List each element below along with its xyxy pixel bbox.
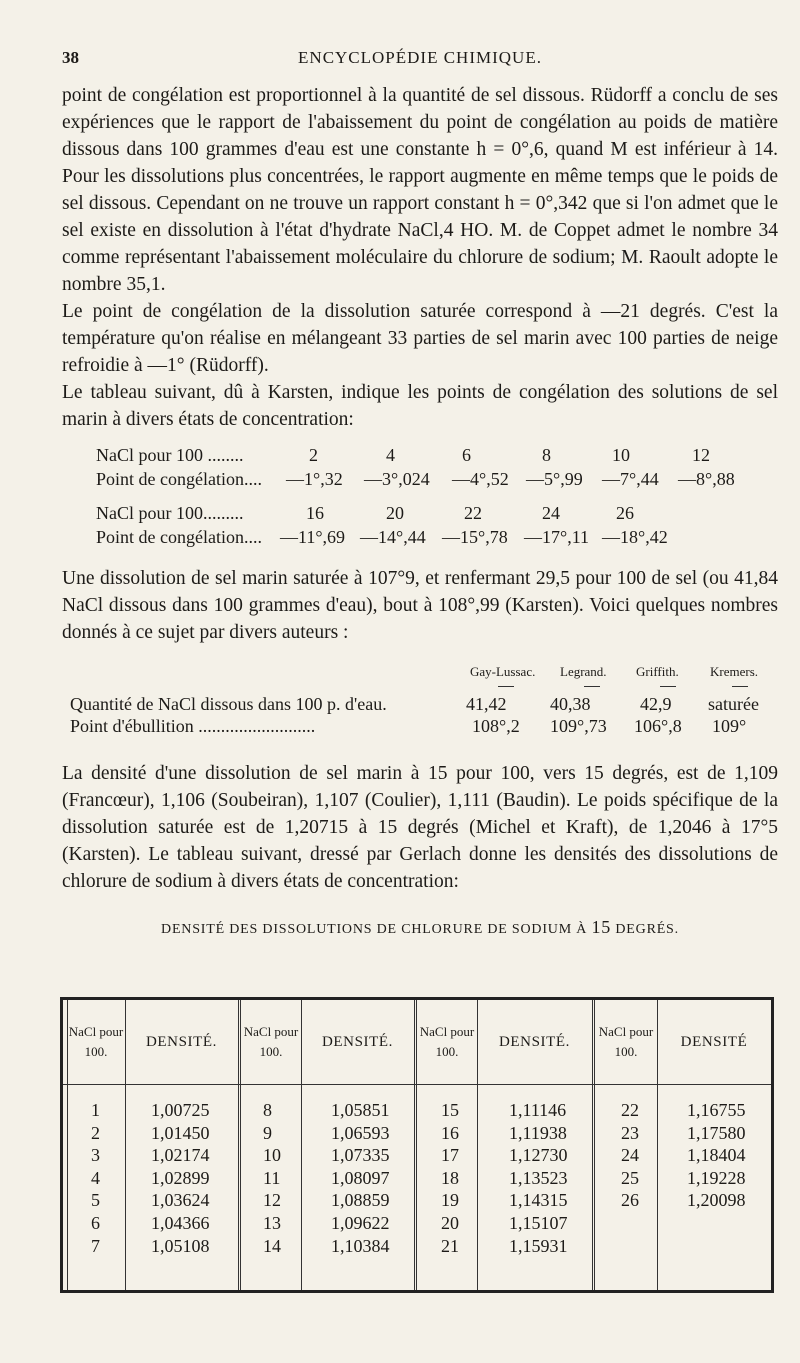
table-cell: 1,06593	[331, 1122, 390, 1143]
nacl-column	[263, 1099, 281, 1257]
column-header-density: DENSITÉ	[680, 1034, 748, 1050]
table-cell: 1,08097	[331, 1167, 390, 1188]
table-cell: 22	[464, 503, 482, 523]
boiling-point-table	[62, 656, 778, 738]
table-cell: 10	[263, 1145, 281, 1166]
table-cell: 6	[462, 445, 471, 465]
table-cell: 6	[91, 1212, 100, 1233]
table-cell: 9	[263, 1122, 272, 1143]
table-cell: 20	[386, 503, 404, 523]
table-cell: —15°,78	[442, 527, 508, 547]
page-header	[62, 48, 778, 82]
row-label: Point d'ébullition ..........................	[70, 716, 316, 736]
table-caption	[62, 917, 778, 938]
table-cell: 8	[263, 1100, 272, 1120]
column-header-density: DENSITÉ.	[145, 1034, 218, 1050]
table-row	[96, 501, 778, 525]
table-cell: saturée	[708, 694, 759, 714]
table-cell: 1,08859	[331, 1190, 390, 1211]
column-header-nacl: NaCl pour 100.	[419, 1024, 475, 1059]
table-cell: —1°,32	[286, 469, 343, 489]
table-cell: 26	[616, 503, 634, 523]
table-cell: 1,01450	[151, 1122, 210, 1143]
caption-text: DEGRÉS.	[615, 922, 679, 937]
table-cell: 1,15931	[509, 1235, 568, 1256]
table-cell: 2	[309, 445, 318, 465]
freezing-point-table	[62, 443, 778, 549]
column-header: Kremers.	[710, 664, 759, 679]
table-cell: 4	[91, 1167, 100, 1188]
table-cell: 14	[263, 1235, 281, 1256]
table-cell: —11°,69	[280, 527, 346, 547]
table-cell: —8°,88	[678, 469, 735, 489]
table-cell: 18	[441, 1167, 459, 1188]
table-cell: 24	[621, 1145, 639, 1166]
table-cell: 109°,73	[550, 716, 607, 736]
table-cell: 11	[263, 1167, 281, 1188]
table-cell: 5	[91, 1190, 100, 1211]
density-column	[331, 1099, 390, 1257]
table-cell: 1,03624	[151, 1190, 210, 1211]
table-cell: 12	[263, 1190, 281, 1211]
table-cell: 26	[621, 1190, 639, 1211]
table-cell: 1,09622	[331, 1212, 390, 1233]
table-cell: 7	[91, 1235, 100, 1256]
table-cell: 42,9	[640, 694, 672, 714]
table-cell: 1,13523	[509, 1167, 568, 1188]
row-label: NaCl pour 100.........	[96, 503, 244, 523]
column-header: Gay-Lussac.	[470, 664, 536, 679]
table-cell: —14°,44	[360, 527, 426, 547]
table-row	[96, 525, 778, 549]
table-cell: —5°,99	[526, 469, 583, 489]
table-cell: 1,02899	[151, 1167, 210, 1188]
table-cell: —4°,52	[452, 469, 509, 489]
column-header-density: DENSITÉ.	[321, 1034, 394, 1050]
table-cell: 16	[441, 1122, 459, 1143]
table-header	[62, 656, 778, 686]
table-cell: —7°,44	[602, 469, 659, 489]
density-column	[151, 1099, 210, 1257]
paragraph-4: Une dissolution de sel marin saturée à 107°9, et renfermant 29,5 pour 100 de sel (ou 41,84 NaCl dissous dans 100 grammes d'eau), bout à 108°,99 (Karsten). Voici quelques nombres donnés à ce sujet par divers auteurs :	[62, 568, 778, 643]
table-cell: 1,15107	[509, 1212, 568, 1233]
row-label: NaCl pour 100 ........	[96, 445, 244, 465]
caption-text: DENSITÉ DES DISSOLUTIONS DE CHLORURE DE SODIUM À	[161, 922, 588, 937]
table-cell: 1,18404	[687, 1145, 746, 1166]
table-cell: 12	[692, 445, 710, 465]
table-cell: 41,42	[466, 694, 507, 714]
table-cell: 1,00725	[151, 1100, 210, 1120]
table-cell: 1,12730	[509, 1145, 568, 1166]
density-column	[509, 1099, 568, 1257]
table-cell: 15	[441, 1100, 459, 1120]
table-cell: 1,11938	[509, 1122, 567, 1143]
density-column	[687, 1099, 746, 1212]
table-cell: 19	[441, 1190, 459, 1211]
table-cell: 40,38	[550, 694, 591, 714]
column-header: Griffith.	[636, 664, 679, 679]
paragraph-3: Le tableau suivant, dû à Karsten, indique les points de congélation des solutions de sel marin à divers états de concentration:	[62, 382, 778, 430]
table-cell: —3°,024	[364, 469, 430, 489]
row-label: Point de congélation....	[96, 469, 262, 489]
table-cell: 8	[542, 445, 551, 465]
table-cell: 1,19228	[687, 1167, 746, 1188]
row-label: Quantité de NaCl dissous dans 100 p. d'eau.	[70, 694, 387, 714]
table-cell: —18°,42	[602, 527, 668, 547]
nacl-column	[91, 1099, 100, 1257]
table-cell: 1,10384	[331, 1235, 390, 1256]
column-header-nacl: NaCl pour 100.	[68, 1024, 124, 1059]
nacl-column	[621, 1099, 639, 1212]
table-row	[62, 716, 778, 738]
table-cell: 1,07335	[331, 1145, 390, 1166]
table-cell: 108°,2	[472, 716, 520, 736]
column-header: Legrand.	[560, 664, 607, 679]
column-header-nacl: NaCl pour 100.	[598, 1024, 654, 1059]
table-cell: 17	[441, 1145, 459, 1166]
table-cell: 3	[91, 1145, 100, 1166]
table-cell: 1,05108	[151, 1235, 210, 1256]
density-table	[60, 997, 774, 1293]
table-row	[96, 443, 778, 467]
paragraph-5: La densité d'une dissolution de sel marin à 15 pour 100, vers 15 degrés, est de 1,109 (Francœur), 1,106 (Soubeiran), 1,107 (Coulier), 1,111 (Baudin). Le poids spécifique de la dissolution saturée est de 1,20715 à 15 degrés (Michel et Kraft), de 1,2046 à 17°5 (Karsten). Le tableau suivant, dressé par Gerlach donne les densités des dissolutions de chlorure de sodium à divers états de concentration:	[62, 763, 778, 892]
table-cell: 13	[263, 1212, 281, 1233]
table-cell: 1	[91, 1100, 100, 1120]
caption-number: 15	[591, 917, 612, 937]
table-cell: 22	[621, 1100, 639, 1120]
table-cell: 23	[621, 1122, 639, 1143]
table-cell: 1,05851	[331, 1100, 390, 1120]
column-header-density: DENSITÉ.	[498, 1034, 571, 1050]
table-cell: 1,20098	[687, 1190, 746, 1211]
table-cell: 1,04366	[151, 1212, 210, 1233]
column-header-nacl: NaCl pour 100.	[243, 1024, 299, 1059]
table-cell: 10	[612, 445, 630, 465]
table-cell: 1,16755	[687, 1100, 746, 1120]
table-cell: 24	[542, 503, 560, 523]
paragraph-1: point de congélation est proportionnel à la quantité de sel dissous. Rüdorff a conclu de ses expériences que le rapport de l'abaissement du point de congélation au poids de matière dissous dans 100 grammes d'eau est une constante h = 0°,6, quand M est inférieur à 14. Pour les dissolutions plus concentrées, le rapport augmente en même temps que le poids de sel dissous. Cependant on ne trouve un rapport constant h = 0°,342 que si l'on admet que le sel existe en dissolution à l'état d'hydrate NaCl,4 HO. M. de Coppet admet le nombre 34 comme représentant l'abaissement moléculaire du chlorure de sodium; M. Raoult adopte le nombre 35,1.	[62, 85, 778, 295]
table-cell: 1,17580	[687, 1122, 746, 1143]
page	[62, 0, 778, 938]
paragraph-2: Le point de congélation de la dissolution saturée correspond à —21 degrés. C'est la température qu'on réalise en mélangeant 33 parties de sel marin avec 100 parties de neige refroidie à —1° (Rüdorff).	[62, 301, 778, 376]
table-cell: 1,14315	[509, 1190, 568, 1211]
table-cell: —17°,11	[524, 527, 590, 547]
table-cell: 109°	[712, 716, 747, 736]
nacl-column	[441, 1099, 459, 1257]
header-rule	[62, 686, 778, 694]
table-cell: 1,11146	[509, 1100, 567, 1120]
table-row	[96, 467, 778, 491]
table-cell: 21	[441, 1235, 459, 1256]
running-title: ENCYCLOPÉDIE CHIMIQUE.	[298, 48, 542, 67]
table-row	[62, 694, 778, 716]
page-number: 38	[62, 48, 79, 67]
row-label: Point de congélation....	[96, 527, 262, 547]
table-cell: 2	[91, 1122, 100, 1143]
table-cell: 16	[306, 503, 324, 523]
table-cell: 4	[386, 445, 395, 465]
table-cell: 106°,8	[634, 716, 682, 736]
table-cell: 25	[621, 1167, 639, 1188]
table-cell: 1,02174	[151, 1145, 210, 1166]
table-cell: 20	[441, 1212, 459, 1233]
